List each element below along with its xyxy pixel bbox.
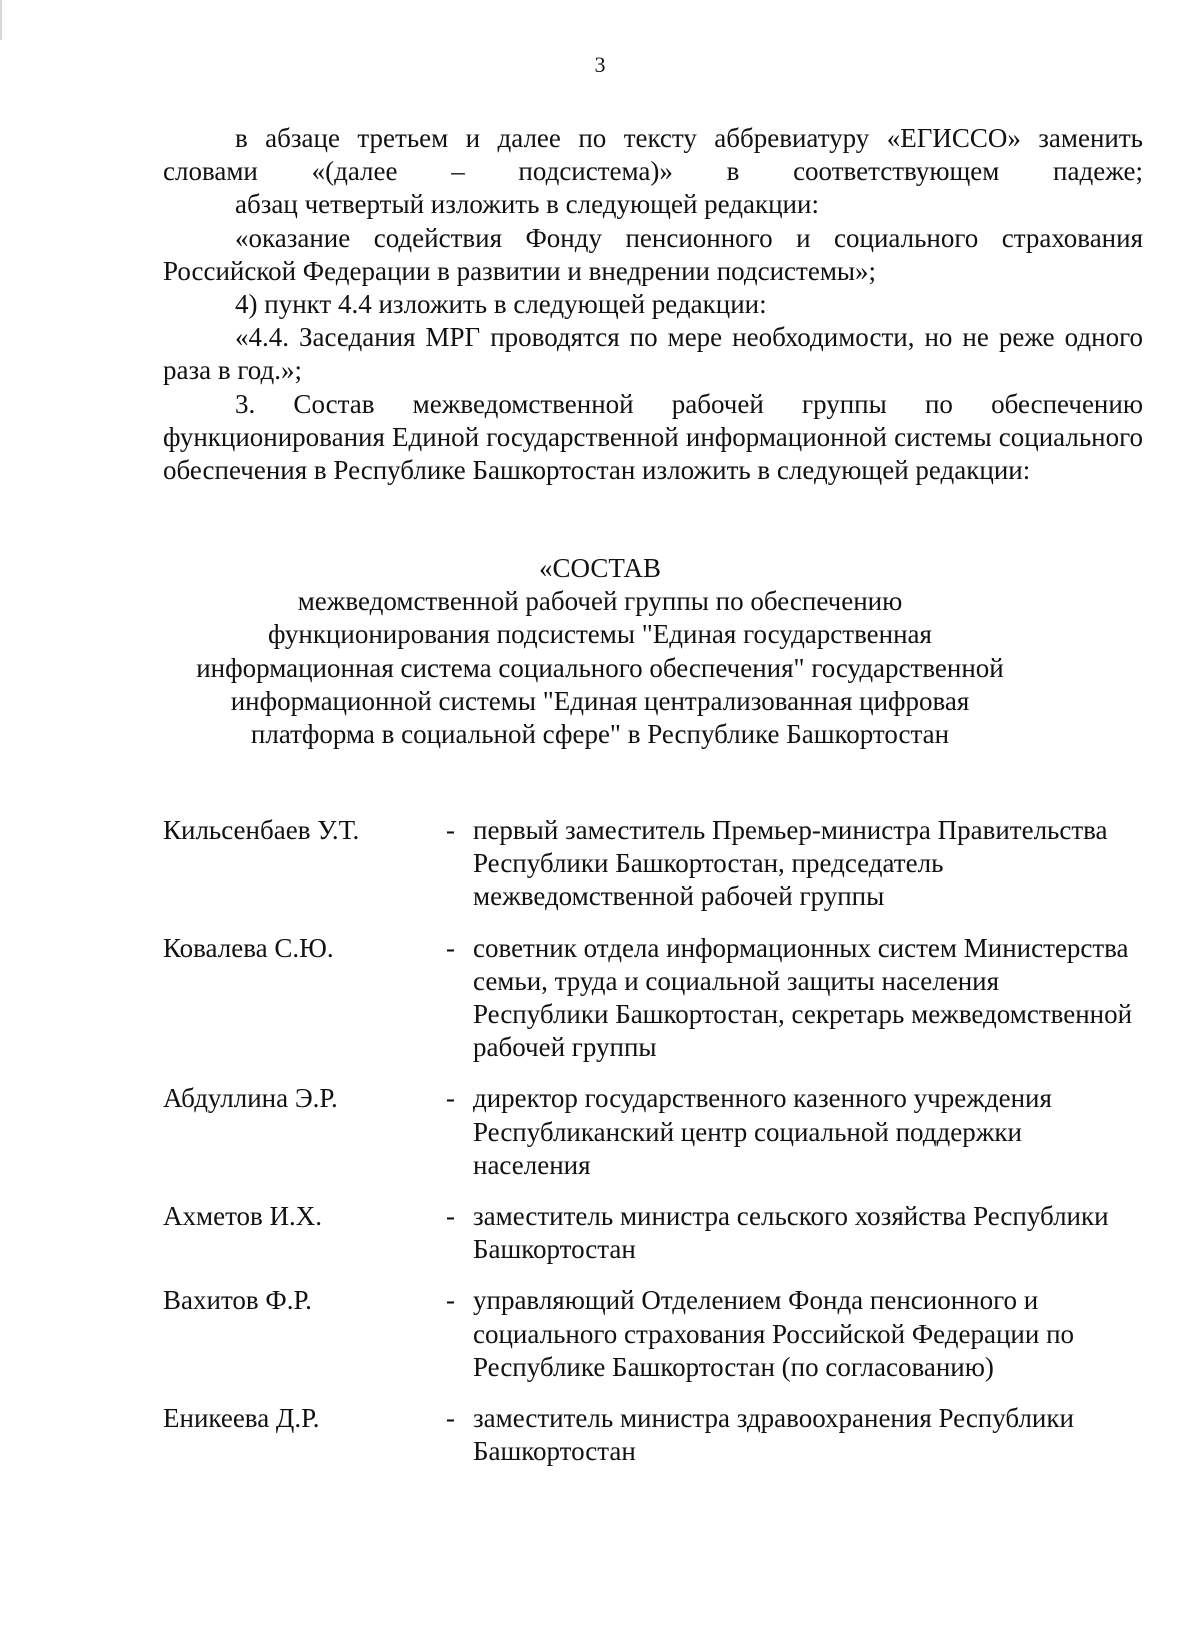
member-row <box>163 1082 1163 1182</box>
member-dash: - <box>446 815 455 845</box>
member-dash: - <box>446 1403 455 1434</box>
member-role: управляющий Отделением Фонда пенсионного и социального страхования Российской Федерации по Республике Башкортостан (по согласованию) <box>473 1285 1075 1382</box>
paragraph-fourth-indent: абзац четвертый изложить в следующей редакции: <box>235 189 819 220</box>
member-row <box>163 932 1163 1065</box>
member-dash: - <box>446 1201 455 1232</box>
composition-subtitle-line: информационной системы "Единая централизованная цифровая <box>230 685 970 716</box>
member-row <box>163 1200 1163 1266</box>
composition-subtitle-line: функционирования подсистемы "Единая государственная <box>268 619 932 650</box>
member-name: Абдуллина Э.Р. <box>163 1083 338 1114</box>
page-number: 3 <box>594 52 606 77</box>
member-name: Кильсенбаев У.Т. <box>163 815 360 845</box>
composition-subtitle-line: межведомственной рабочей группы по обеспечению <box>297 586 903 617</box>
composition-title: «СОСТАВ <box>538 553 661 583</box>
composition-heading <box>0 552 1200 751</box>
member-row <box>163 814 1163 914</box>
member-name: Вахитов Ф.Р. <box>163 1285 312 1316</box>
paragraph-item-4-4: 4) пункт 4.4 изложить в следующей редакции: <box>235 289 767 320</box>
member-name: Еникеева Д.Р. <box>163 1403 320 1434</box>
paragraph-abbreviation-replacement: в абзаце третьем и далее по тексту аббревиатуру «ЕГИССО» заменить словами «(далее – подсистема)» в соответствующем падеже; <box>163 123 1143 187</box>
member-role: директор государственного казенного учреждения Республиканский центр социальной поддержки населения <box>473 1083 1052 1180</box>
composition-subtitle-line: информационная система социального обеспечения" государственной <box>196 652 1004 683</box>
member-name: Ахметов И.Х. <box>163 1201 323 1232</box>
member-role: заместитель министра здравоохранения Республики Башкортостан <box>473 1403 1074 1467</box>
member-dash: - <box>446 932 455 963</box>
scan-edge-mark <box>0 0 2 40</box>
member-dash: - <box>446 1083 455 1114</box>
member-dash: - <box>446 1285 455 1316</box>
member-role: первый заместитель Премьер-министра Правительства Республики Башкортостан, председатель межведомственной рабочей группы <box>473 815 1108 912</box>
member-row <box>163 1284 1163 1384</box>
member-row <box>163 1402 1163 1468</box>
composition-subtitle-line: платформа в социальной сфере" в Республике Башкортостан <box>250 719 950 750</box>
members-list <box>163 814 1163 1486</box>
member-role: заместитель министра сельского хозяйства Республики Башкортостан <box>473 1201 1109 1265</box>
member-role: советник отдела информационных систем Министерства семьи, труда и социальной защиты населения Республики Башкортостан, секретарь межведомственной рабочей группы <box>473 932 1133 1063</box>
paragraph-composition-clause: 3. Состав межведомственной рабочей группы по обеспечению функционирования Единой государственной информационной системы социального обеспечения в Республике Башкортостан изложить в следующей редакции: <box>163 388 1143 486</box>
amendment-text <box>163 122 1143 487</box>
member-name: Ковалева С.Ю. <box>163 932 334 963</box>
paragraph-assistance-clause: «оказание содействия Фонду пенсионного и социального страхования Российской Федерации в развитии и внедрении подсистемы»; <box>163 222 1143 286</box>
paragraph-meetings-clause: «4.4. Заседания МРГ проводятся по мере необходимости, но не реже одного раза в год.»; <box>163 322 1143 386</box>
